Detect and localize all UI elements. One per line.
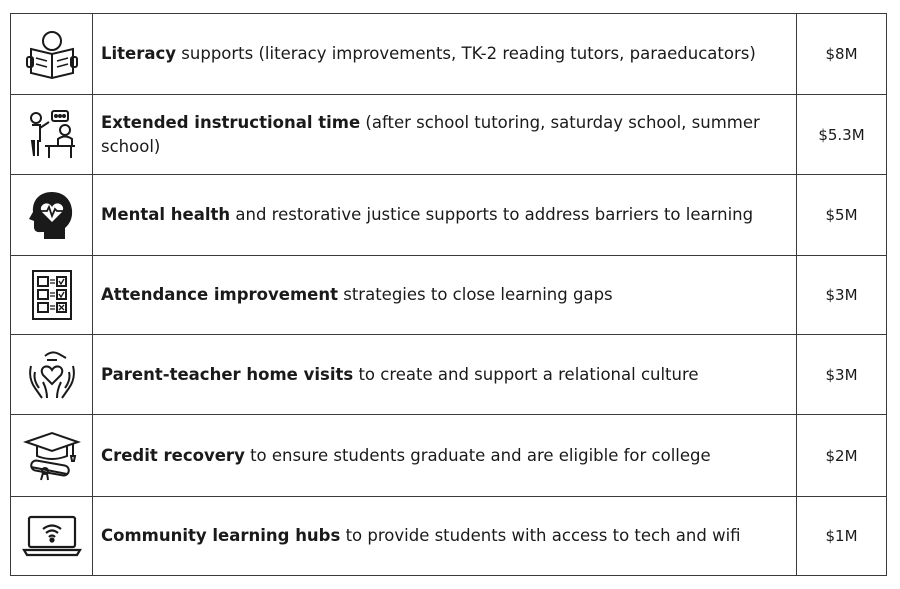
reading-book-icon: [25, 27, 79, 81]
description-cell: [93, 415, 797, 496]
table-row: [11, 256, 887, 335]
row-title: Mental health: [101, 205, 231, 224]
checklist-form-icon: [30, 268, 74, 322]
table-row: [11, 95, 887, 175]
description-cell: [93, 95, 797, 174]
head-heart-icon: [25, 188, 79, 242]
amount-cell: [797, 175, 887, 255]
icon-cell: [11, 335, 93, 414]
description-cell: [93, 256, 797, 334]
hands-heart-icon: [25, 348, 79, 402]
row-text: to provide students with access to tech and wifi: [340, 526, 741, 545]
amount-value: $8M: [825, 45, 858, 63]
row-text: strategies to close learning gaps: [338, 285, 613, 304]
description-cell: [93, 497, 797, 575]
amount-cell: [797, 335, 887, 414]
amount-value: $5M: [825, 206, 858, 224]
amount-cell: [797, 497, 887, 575]
table-row: [11, 175, 887, 256]
row-text: to create and support a relational culture: [353, 364, 699, 384]
row-title: Extended instructional time: [101, 112, 361, 132]
row-text: and restorative justice supports to address barriers to learning: [230, 205, 754, 224]
row-title: Attendance improvement: [101, 285, 338, 304]
amount-value: $2M: [825, 446, 858, 465]
description-cell: [93, 335, 797, 414]
amount-value: $5.3M: [818, 125, 865, 144]
row-text: to ensure students graduate and are eligible for college: [244, 445, 711, 465]
icon-cell: [11, 497, 93, 575]
table-row: [11, 335, 887, 415]
row-title: Parent-teacher home visits: [101, 364, 354, 384]
icon-cell: [11, 415, 93, 496]
description-cell: [93, 175, 797, 255]
amount-cell: [797, 256, 887, 334]
row-title: Credit recovery: [101, 445, 245, 465]
row-title: Literacy: [101, 44, 177, 63]
graduation-cap-icon: [23, 429, 81, 483]
amount-cell: [797, 14, 887, 94]
icon-cell: [11, 175, 93, 255]
amount-value: $3M: [825, 365, 858, 384]
description-cell: [93, 14, 797, 94]
table-row: [11, 415, 887, 497]
amount-cell: [797, 95, 887, 174]
amount-value: $1M: [825, 527, 858, 545]
row-text: (after school tutoring, saturday school, summer school): [101, 112, 760, 156]
row-title: Community learning hubs: [101, 526, 341, 545]
icon-cell: [11, 14, 93, 94]
icon-cell: [11, 256, 93, 334]
table-row: [11, 14, 887, 95]
table-row: [11, 497, 887, 576]
funding-table: [10, 13, 887, 576]
row-text: supports (literacy improvements, TK-2 reading tutors, paraeducators): [176, 44, 756, 63]
laptop-wifi-icon: [22, 514, 82, 558]
classroom-teacher-icon: [25, 108, 79, 162]
icon-cell: [11, 95, 93, 174]
amount-value: $3M: [825, 286, 858, 304]
amount-cell: [797, 415, 887, 496]
